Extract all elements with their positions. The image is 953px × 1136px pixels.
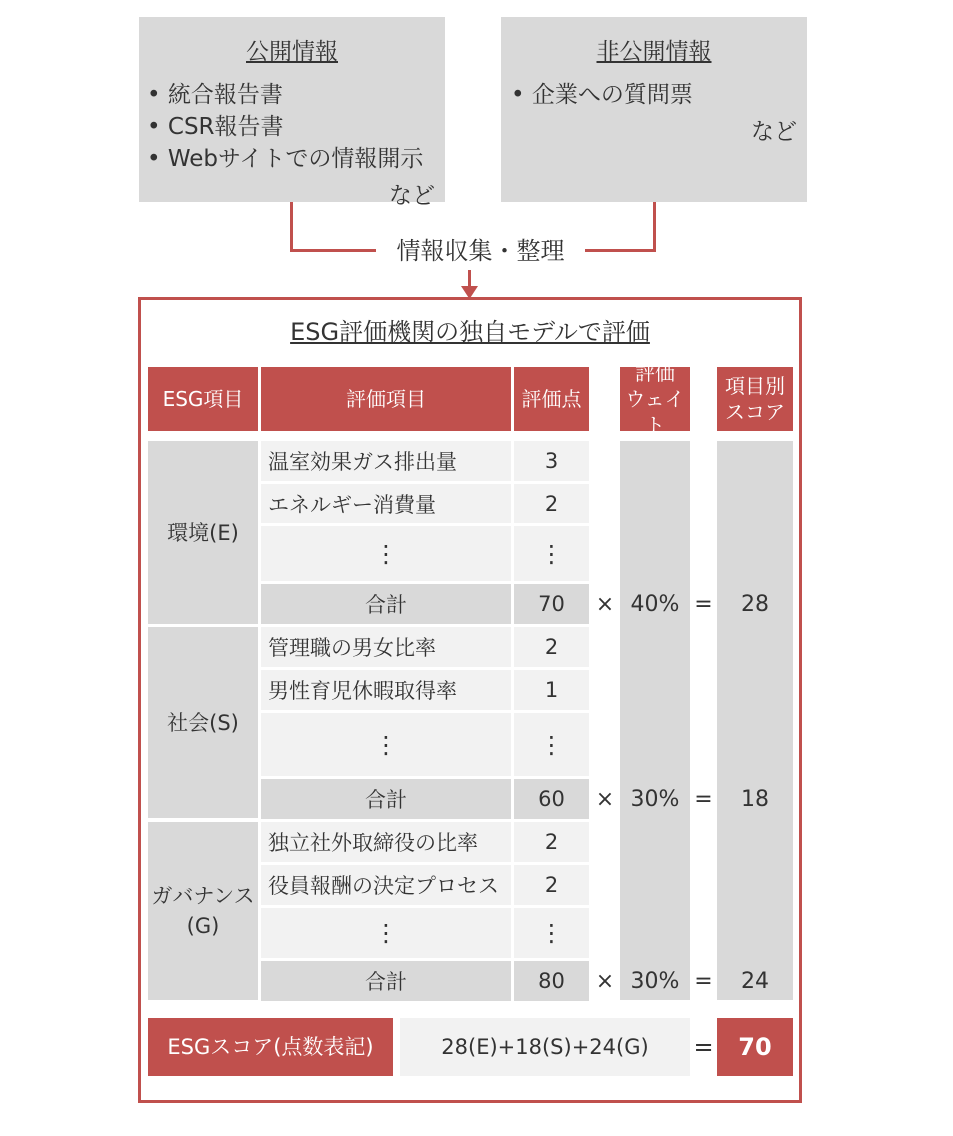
header-points: 評価点	[514, 367, 589, 431]
weight-value: 30%	[630, 786, 680, 812]
list-item: • 企業への質問票	[511, 79, 693, 111]
connector-right-horizontal	[585, 249, 656, 252]
model-title: ESG評価機関の独自モデルで評価	[290, 318, 650, 346]
public-info-box	[139, 17, 445, 209]
score-value: 28	[741, 591, 769, 617]
total-value: 70	[514, 584, 589, 624]
esg-score-formula: 28(E)+18(S)+24(G)	[400, 1018, 690, 1076]
total-value: 80	[514, 961, 589, 1001]
times-sign: ×	[595, 786, 615, 812]
points-cell: 1	[514, 670, 589, 710]
category-social: 社会(S)	[148, 627, 258, 818]
category-governance: ガバナンス (G)	[148, 822, 258, 1000]
table-row: エネルギー消費量	[261, 484, 511, 523]
total-value: 60	[514, 779, 589, 819]
process-label: 情報収集・整理	[396, 237, 565, 265]
list-item: • 統合報告書	[147, 79, 423, 111]
total-label: 合計	[261, 584, 511, 624]
score-column	[717, 441, 793, 1000]
public-info-etc: など	[389, 183, 435, 209]
ellipsis-cell: ⋮	[261, 908, 511, 958]
ellipsis-cell: ⋮	[514, 713, 589, 776]
total-label: 合計	[261, 779, 511, 819]
private-info-title: 非公開情報	[596, 39, 712, 65]
weight-value: 30%	[630, 968, 680, 994]
total-label: 合計	[261, 961, 511, 1001]
equals-sign: =	[694, 968, 713, 994]
times-sign: ×	[595, 968, 615, 994]
points-cell: 3	[514, 441, 589, 481]
weight-column	[620, 441, 690, 1000]
connector-left-horizontal	[290, 249, 376, 252]
points-cell: 2	[514, 865, 589, 905]
ellipsis-cell: ⋮	[261, 526, 511, 581]
list-item: • Webサイトでの情報開示	[147, 143, 423, 175]
equals-sign: =	[694, 786, 713, 812]
connector-right-vertical	[653, 202, 656, 252]
header-score: 項目別 スコア	[717, 367, 793, 431]
private-info-etc: など	[751, 119, 797, 145]
connector-left-vertical	[290, 202, 293, 252]
category-environment: 環境(E)	[148, 441, 258, 624]
ellipsis-cell: ⋮	[514, 526, 589, 581]
table-row: 独立社外取締役の比率	[261, 822, 511, 862]
list-item: • CSR報告書	[147, 111, 423, 143]
ellipsis-cell: ⋮	[261, 713, 511, 776]
header-category: ESG項目	[148, 367, 258, 431]
esg-score-total: 70	[717, 1018, 793, 1076]
table-row: 役員報酬の決定プロセス	[261, 865, 511, 905]
times-sign: ×	[595, 591, 615, 617]
score-value: 18	[741, 786, 769, 812]
header-item: 評価項目	[261, 367, 511, 431]
equals-sign: =	[694, 591, 713, 617]
public-info-list	[147, 79, 423, 175]
private-info-box	[501, 17, 807, 202]
points-cell: 2	[514, 627, 589, 667]
public-info-title: 公開情報	[246, 39, 338, 65]
table-row: 温室効果ガス排出量	[261, 441, 511, 481]
table-row: 管理職の男女比率	[261, 627, 511, 667]
table-row: 男性育児休暇取得率	[261, 670, 511, 710]
points-cell: 2	[514, 822, 589, 862]
header-weight: 評価 ウェイト	[620, 367, 690, 431]
esg-score-label: ESGスコア(点数表記)	[148, 1018, 393, 1076]
ellipsis-cell: ⋮	[514, 908, 589, 958]
weight-value: 40%	[630, 591, 680, 617]
score-value: 24	[741, 968, 769, 994]
points-cell: 2	[514, 484, 589, 523]
private-info-list	[511, 79, 693, 111]
esg-score-equals: =	[693, 1033, 714, 1061]
